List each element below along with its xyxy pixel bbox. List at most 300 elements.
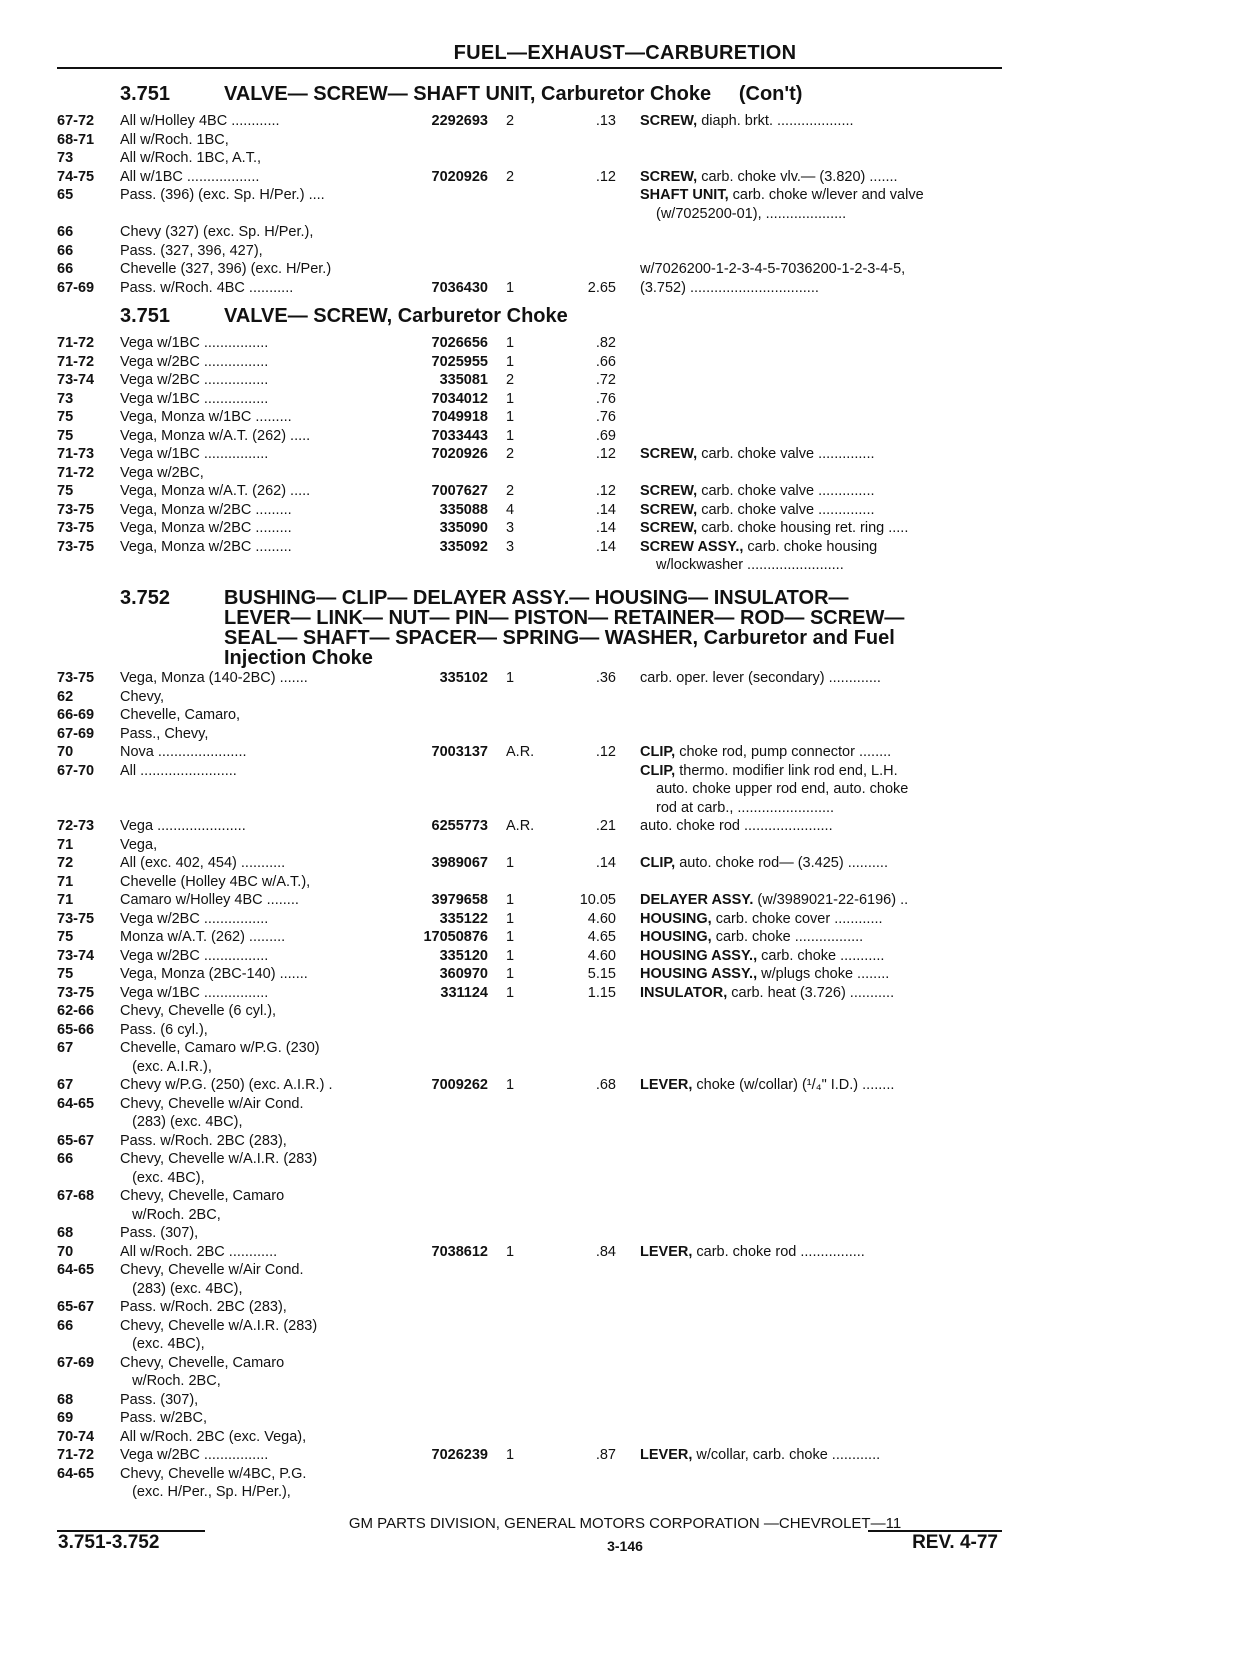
description-cell — [640, 891, 908, 910]
table-row — [0, 260, 1250, 279]
description-keyword: SCREW, — [640, 446, 698, 462]
description-keyword: LEVER, — [640, 1243, 693, 1260]
description-cell — [640, 947, 884, 966]
table-row — [0, 706, 1250, 725]
description-text: carb. choke valve .............. — [697, 483, 875, 499]
part-number-cell: 331124 — [440, 984, 488, 1001]
description-cell — [640, 538, 877, 557]
description-keyword: HOUSING, — [640, 910, 712, 927]
quantity-cell: 2 — [506, 446, 515, 462]
section-title: VALVE— SCREW, Carburetor Choke — [224, 305, 568, 327]
model-cell: Vega w/2BC, — [120, 464, 204, 481]
description-text: auto. choke rod ...................... — [640, 818, 833, 834]
description-text: (w/3989021-22-6196) .. — [753, 892, 909, 908]
description-cell — [640, 445, 875, 464]
description-keyword: CLIP, — [640, 744, 676, 760]
description-text: carb. heat (3.726) ........... — [727, 984, 895, 1001]
part-number-cell: 360970 — [439, 966, 488, 982]
year-cell: 73-75 — [57, 501, 95, 518]
model-cell: Chevy, Chevelle w/A.I.R. (283) — [120, 1317, 318, 1334]
price-cell: .14 — [595, 501, 616, 518]
quantity-cell: 1 — [506, 947, 515, 964]
table-row — [0, 799, 1250, 818]
year-cell: 69 — [57, 1410, 74, 1426]
description-cell — [640, 928, 863, 947]
quantity-cell: 1 — [506, 966, 515, 982]
year-cell: 67-69 — [57, 279, 95, 296]
part-number-cell: 335120 — [439, 947, 488, 964]
model-cell: Pass. (307), — [120, 1225, 199, 1241]
part-number-cell: 7036430 — [431, 279, 488, 296]
model-cell: Vega, Monza w/A.T. (262) ..... — [120, 427, 311, 444]
model-cell: Chevelle, Camaro w/P.G. (230) — [120, 1040, 320, 1056]
year-cell: 64-65 — [57, 1465, 95, 1482]
price-cell: .36 — [595, 670, 616, 686]
year-cell: 73 — [57, 390, 74, 407]
table-row — [0, 891, 1250, 910]
description-cell — [640, 186, 924, 205]
table-row — [0, 1039, 1250, 1058]
year-cell: 62 — [57, 688, 74, 705]
description-cell — [656, 799, 834, 818]
table-row — [0, 186, 1250, 205]
model-cell: Pass. (327, 396, 427), — [120, 242, 263, 259]
year-cell: 73-75 — [57, 910, 95, 927]
model-cell: All ........................ — [120, 762, 237, 779]
table-row — [0, 408, 1250, 427]
table-row — [0, 669, 1250, 688]
table-row — [0, 149, 1250, 168]
price-cell: .72 — [595, 372, 616, 388]
table-row — [0, 445, 1250, 464]
table-row — [0, 223, 1250, 242]
quantity-cell: 1 — [506, 279, 515, 296]
model-cell: w/Roch. 2BC, — [120, 1206, 221, 1223]
section-number: 3.751 — [120, 305, 171, 327]
table-row — [0, 984, 1250, 1003]
model-cell: Chevelle (327, 396) (exc. H/Per.) — [120, 261, 332, 277]
model-cell: Vega, Monza w/2BC ......... — [120, 538, 292, 555]
year-cell: 64-65 — [57, 1095, 95, 1112]
section-number: 3.752 — [120, 587, 171, 609]
table-row — [0, 873, 1250, 892]
description-cell — [640, 817, 833, 836]
year-cell: 67-70 — [57, 762, 95, 779]
part-number-cell: 17050876 — [423, 929, 488, 945]
year-cell: 73-75 — [57, 670, 95, 686]
price-cell: .12 — [595, 483, 616, 499]
year-cell: 71-72 — [57, 335, 95, 351]
quantity-cell: 1 — [506, 409, 515, 425]
model-cell: Pass. w/Roch. 2BC (283), — [120, 1132, 287, 1149]
price-cell: .14 — [595, 520, 616, 536]
year-cell: 65 — [57, 187, 74, 203]
model-cell: All w/1BC .................. — [120, 168, 260, 185]
quantity-cell: 1 — [506, 984, 515, 1001]
price-cell: .66 — [595, 353, 616, 370]
table-row — [0, 1261, 1250, 1280]
description-keyword: DELAYER ASSY. — [640, 892, 754, 908]
table-row — [0, 556, 1250, 575]
year-cell: 67-69 — [57, 1354, 95, 1371]
price-cell: 10.05 — [579, 892, 616, 908]
description-text: carb. oper. lever (secondary) ............. — [640, 670, 881, 686]
year-cell: 71 — [57, 892, 74, 908]
model-cell: (exc. 4BC), — [120, 1169, 205, 1186]
model-cell: Vega, Monza w/2BC ......... — [120, 501, 292, 518]
model-cell: Pass., Chevy, — [120, 725, 209, 742]
description-keyword: LEVER, — [640, 1077, 693, 1093]
price-cell: 2.65 — [587, 279, 616, 296]
year-cell: 75 — [57, 966, 74, 982]
part-number-cell: 335122 — [439, 910, 488, 927]
quantity-cell: 1 — [506, 1447, 515, 1463]
model-cell: w/Roch. 2BC, — [120, 1373, 221, 1389]
year-cell: 68-71 — [57, 131, 95, 148]
model-cell: Vega w/1BC ................ — [120, 984, 269, 1001]
description-text: w/7026200-1-2-3-4-5-7036200-1-2-3-4-5, — [640, 261, 906, 277]
part-number-cell: 7034012 — [431, 390, 488, 407]
part-number-cell: 3989067 — [431, 855, 488, 871]
part-number-cell: 7003137 — [431, 744, 488, 760]
part-number-cell: 335088 — [439, 501, 488, 518]
parts-table — [0, 112, 1250, 297]
quantity-cell: 1 — [506, 1077, 515, 1093]
description-keyword: HOUSING ASSY., — [640, 947, 758, 964]
model-cell: Vega w/2BC ................ — [120, 372, 269, 388]
description-cell — [640, 260, 905, 279]
model-cell: All w/Roch. 1BC, A.T., — [120, 150, 262, 166]
description-text: carb. choke housing — [743, 538, 878, 555]
year-cell: 71-73 — [57, 446, 95, 462]
description-text: carb. choke w/lever and valve — [728, 187, 924, 203]
description-text: carb. choke valve .............. — [697, 446, 875, 462]
quantity-cell: 2 — [506, 168, 515, 185]
part-number-cell: 6255773 — [431, 818, 488, 834]
table-row — [0, 279, 1250, 298]
part-number-cell: 7020926 — [431, 446, 488, 462]
quantity-cell: 1 — [506, 910, 515, 927]
description-text: (w/7025200-01), .................... — [656, 205, 847, 222]
year-cell: 74-75 — [57, 168, 95, 185]
description-keyword: HOUSING ASSY., — [640, 966, 758, 982]
table-row — [0, 1483, 1250, 1502]
part-number-cell: 335092 — [439, 538, 488, 555]
year-cell: 68 — [57, 1225, 74, 1241]
model-cell: Pass. (6 cyl.), — [120, 1021, 208, 1038]
description-text: carb. choke ................. — [711, 929, 864, 945]
table-row — [0, 519, 1250, 538]
table-row — [0, 1243, 1250, 1262]
description-keyword: HOUSING, — [640, 929, 712, 945]
quantity-cell: 1 — [506, 335, 515, 351]
quantity-cell: 2 — [506, 372, 515, 388]
table-row — [0, 688, 1250, 707]
description-cell — [640, 519, 908, 538]
description-keyword: SCREW, — [640, 113, 698, 129]
year-cell: 75 — [57, 929, 74, 945]
table-row — [0, 1428, 1250, 1447]
description-text: choke (w/collar) (¹/₄" I.D.) ........ — [692, 1077, 895, 1093]
price-cell: .12 — [595, 446, 616, 462]
year-cell: 75 — [57, 409, 74, 425]
table-row — [0, 1002, 1250, 1021]
table-row — [0, 205, 1250, 224]
table-row — [0, 1409, 1250, 1428]
year-cell: 73-75 — [57, 984, 95, 1001]
table-row — [0, 1224, 1250, 1243]
model-cell: Vega, Monza (2BC-140) ....... — [120, 966, 308, 982]
quantity-cell: 2 — [506, 483, 515, 499]
year-cell: 67-72 — [57, 113, 95, 129]
table-row — [0, 334, 1250, 353]
table-row — [0, 371, 1250, 390]
description-text: carb. choke rod ................ — [692, 1243, 865, 1260]
year-cell: 65-67 — [57, 1299, 95, 1315]
description-text: w/collar, carb. choke ............ — [692, 1447, 881, 1463]
part-number-cell: 7026239 — [431, 1447, 488, 1463]
part-number-cell: 7026656 — [431, 335, 488, 351]
part-number-cell: 335102 — [439, 670, 488, 686]
year-cell: 72 — [57, 855, 74, 871]
description-text: w/lockwasher ........................ — [656, 557, 844, 573]
model-cell: Chevy, Chevelle, Camaro — [120, 1354, 285, 1371]
description-text: (3.752) ................................ — [640, 279, 819, 296]
year-cell: 66 — [57, 261, 74, 277]
description-keyword: CLIP, — [640, 762, 676, 779]
description-text: diaph. brkt. ................... — [697, 113, 854, 129]
year-cell: 71 — [57, 873, 74, 890]
table-row — [0, 762, 1250, 781]
year-cell: 75 — [57, 483, 74, 499]
table-row — [0, 1280, 1250, 1299]
description-cell — [640, 1446, 880, 1465]
year-cell: 65-67 — [57, 1132, 95, 1149]
year-cell: 73-74 — [57, 947, 95, 964]
table-row — [0, 725, 1250, 744]
quantity-cell: A.R. — [506, 818, 535, 834]
table-row — [0, 928, 1250, 947]
description-keyword: CLIP, — [640, 855, 676, 871]
table-row — [0, 242, 1250, 261]
price-cell: 4.60 — [587, 910, 616, 927]
table-row — [0, 817, 1250, 836]
table-row — [0, 427, 1250, 446]
part-number-cell: 7033443 — [431, 427, 488, 444]
model-cell: (exc. 4BC), — [120, 1336, 205, 1352]
footer-page-number: 3-146 — [607, 1538, 643, 1554]
header-rule — [57, 67, 1002, 69]
price-cell: .12 — [595, 168, 616, 185]
year-cell: 73 — [57, 150, 74, 166]
quantity-cell: 3 — [506, 538, 515, 555]
model-cell: (exc. A.I.R.), — [120, 1058, 212, 1075]
price-cell: 5.15 — [587, 966, 616, 982]
year-cell: 64-65 — [57, 1262, 95, 1278]
description-keyword: LEVER, — [640, 1447, 693, 1463]
part-number-cell: 7025955 — [431, 353, 488, 370]
year-cell: 72-73 — [57, 818, 95, 834]
description-cell — [640, 762, 898, 781]
description-text: carb. choke housing ret. ring ..... — [697, 520, 909, 536]
price-cell: .14 — [595, 538, 616, 555]
year-cell: 62-66 — [57, 1003, 95, 1019]
year-cell: 67 — [57, 1077, 74, 1093]
price-cell: 1.15 — [587, 984, 616, 1001]
price-cell: .84 — [595, 1243, 616, 1260]
year-cell: 71-72 — [57, 1447, 95, 1463]
table-row — [0, 538, 1250, 557]
description-cell — [640, 743, 891, 762]
price-cell: .68 — [595, 1077, 616, 1093]
description-text: carb. choke cover ............ — [711, 910, 883, 927]
description-keyword: INSULATOR, — [640, 984, 728, 1001]
quantity-cell: 1 — [506, 353, 515, 370]
quantity-cell: 1 — [506, 929, 515, 945]
table-row — [0, 1206, 1250, 1225]
quantity-cell: 1 — [506, 855, 515, 871]
description-cell — [640, 854, 888, 873]
description-text: carb. choke ........... — [757, 947, 885, 964]
model-cell: Chevelle, Camaro, — [120, 707, 241, 723]
table-row — [0, 1169, 1250, 1188]
year-cell: 70-74 — [57, 1428, 95, 1445]
part-number-cell: 335090 — [439, 520, 488, 536]
model-cell: Vega w/2BC ................ — [120, 947, 269, 964]
model-cell: Chevy, Chevelle w/4BC, P.G. — [120, 1465, 307, 1482]
description-cell — [656, 780, 908, 799]
part-number-cell: 7009262 — [431, 1077, 488, 1093]
model-cell: Vega, Monza w/A.T. (262) ..... — [120, 483, 311, 499]
description-cell — [640, 501, 875, 520]
table-row — [0, 1298, 1250, 1317]
table-row — [0, 353, 1250, 372]
year-cell: 67 — [57, 1040, 74, 1056]
table-row — [0, 1095, 1250, 1114]
description-cell — [640, 965, 889, 984]
year-cell: 70 — [57, 1243, 74, 1260]
price-cell: 4.65 — [587, 929, 616, 945]
table-row — [0, 780, 1250, 799]
table-row — [0, 1317, 1250, 1336]
description-keyword: SCREW, — [640, 520, 698, 536]
description-cell — [640, 482, 875, 501]
table-row — [0, 131, 1250, 150]
table-row — [0, 168, 1250, 187]
table-row — [0, 910, 1250, 929]
table-row — [0, 1150, 1250, 1169]
model-cell: (exc. H/Per., Sp. H/Per.), — [120, 1484, 291, 1500]
price-cell: .14 — [595, 855, 616, 871]
model-cell: Chevy, Chevelle (6 cyl.), — [120, 1003, 277, 1019]
price-cell: .21 — [595, 818, 616, 834]
footer-section-range: 3.751-3.752 — [58, 1532, 160, 1553]
price-cell: .76 — [595, 409, 616, 425]
model-cell: Vega w/1BC ................ — [120, 390, 269, 407]
year-cell: 75 — [57, 427, 74, 444]
price-cell: .12 — [595, 744, 616, 760]
description-text: carb. choke vlv.— (3.820) ....... — [697, 168, 898, 185]
description-cell — [640, 669, 881, 688]
description-text: thermo. modifier link rod end, L.H. — [675, 762, 898, 779]
year-cell: 66 — [57, 1317, 74, 1334]
description-text: carb. choke valve .............. — [697, 501, 875, 518]
description-cell — [640, 1243, 865, 1262]
year-cell: 70 — [57, 744, 74, 760]
year-cell: 66 — [57, 1151, 74, 1167]
section-heading — [120, 305, 568, 328]
year-cell: 73-75 — [57, 520, 95, 536]
parts-table — [0, 334, 1250, 575]
model-cell: Monza w/A.T. (262) ......... — [120, 929, 286, 945]
model-cell: Chevy w/P.G. (250) (exc. A.I.R.) . — [120, 1077, 333, 1093]
model-cell: Chevy, Chevelle w/Air Cond. — [120, 1095, 304, 1112]
table-row — [0, 482, 1250, 501]
description-keyword: SHAFT UNIT, — [640, 187, 729, 203]
model-cell: Pass. w/Roch. 4BC ........... — [120, 279, 294, 296]
table-row — [0, 1113, 1250, 1132]
model-cell: Vega w/2BC ................ — [120, 1447, 269, 1463]
table-row — [0, 1354, 1250, 1373]
section-title: BUSHING— CLIP— DELAYER ASSY.— HOUSING— INSULATOR— LEVER— LINK— NUT— PIN— PISTON— RETAINER— ROD— SCREW— SEAL— SHAFT— SPACER— SPRING— WASHER, Carburetor and Fuel Injection Choke — [224, 587, 905, 669]
table-row — [0, 464, 1250, 483]
table-row — [0, 1372, 1250, 1391]
quantity-cell: 1 — [506, 892, 515, 908]
part-number-cell: 335081 — [439, 372, 488, 388]
model-cell: Pass. w/Roch. 2BC (283), — [120, 1299, 287, 1315]
model-cell: Vega, — [120, 836, 158, 853]
table-row — [0, 1335, 1250, 1354]
part-number-cell: 7049918 — [431, 409, 488, 425]
quantity-cell: 1 — [506, 670, 515, 686]
model-cell: All w/Holley 4BC ............ — [120, 113, 280, 129]
year-cell: 66-69 — [57, 707, 95, 723]
description-text: w/plugs choke ........ — [757, 966, 890, 982]
parts-table — [0, 669, 1250, 1502]
description-cell — [656, 205, 846, 224]
year-cell: 66 — [57, 242, 74, 259]
price-cell: .69 — [595, 427, 616, 444]
model-cell: Pass. (307), — [120, 1391, 199, 1408]
footer-publisher: GM PARTS DIVISION, GENERAL MOTORS CORPORATION —CHEVROLET—11 — [348, 1515, 902, 1532]
quantity-cell: 3 — [506, 520, 515, 536]
model-cell: Nova ...................... — [120, 744, 247, 760]
description-keyword: SCREW ASSY., — [640, 538, 744, 555]
model-cell: Vega ...................... — [120, 818, 246, 834]
page-title: FUEL—EXHAUST—CARBURETION — [453, 42, 797, 64]
quantity-cell: 1 — [506, 390, 515, 407]
table-row — [0, 1058, 1250, 1077]
model-cell: Vega w/2BC ................ — [120, 910, 269, 927]
model-cell: Vega, Monza (140-2BC) ....... — [120, 670, 308, 686]
part-number-cell: 2292693 — [431, 113, 488, 129]
price-cell: .82 — [595, 335, 616, 351]
table-row — [0, 1465, 1250, 1484]
part-number-cell: 3979658 — [431, 892, 488, 908]
model-cell: (283) (exc. 4BC), — [120, 1114, 243, 1130]
model-cell: Vega, Monza w/1BC ......... — [120, 409, 292, 425]
price-cell: .13 — [595, 113, 616, 129]
year-cell: 67-69 — [57, 725, 95, 742]
quantity-cell: 4 — [506, 501, 515, 518]
table-row — [0, 1132, 1250, 1151]
description-text: auto. choke upper rod end, auto. choke — [656, 781, 909, 797]
model-cell: Chevy (327) (exc. Sp. H/Per.), — [120, 224, 314, 240]
model-cell: (283) (exc. 4BC), — [120, 1280, 243, 1297]
table-row — [0, 743, 1250, 762]
model-cell: Vega w/1BC ................ — [120, 446, 269, 462]
model-cell: Pass. (396) (exc. Sp. H/Per.) .... — [120, 187, 325, 203]
